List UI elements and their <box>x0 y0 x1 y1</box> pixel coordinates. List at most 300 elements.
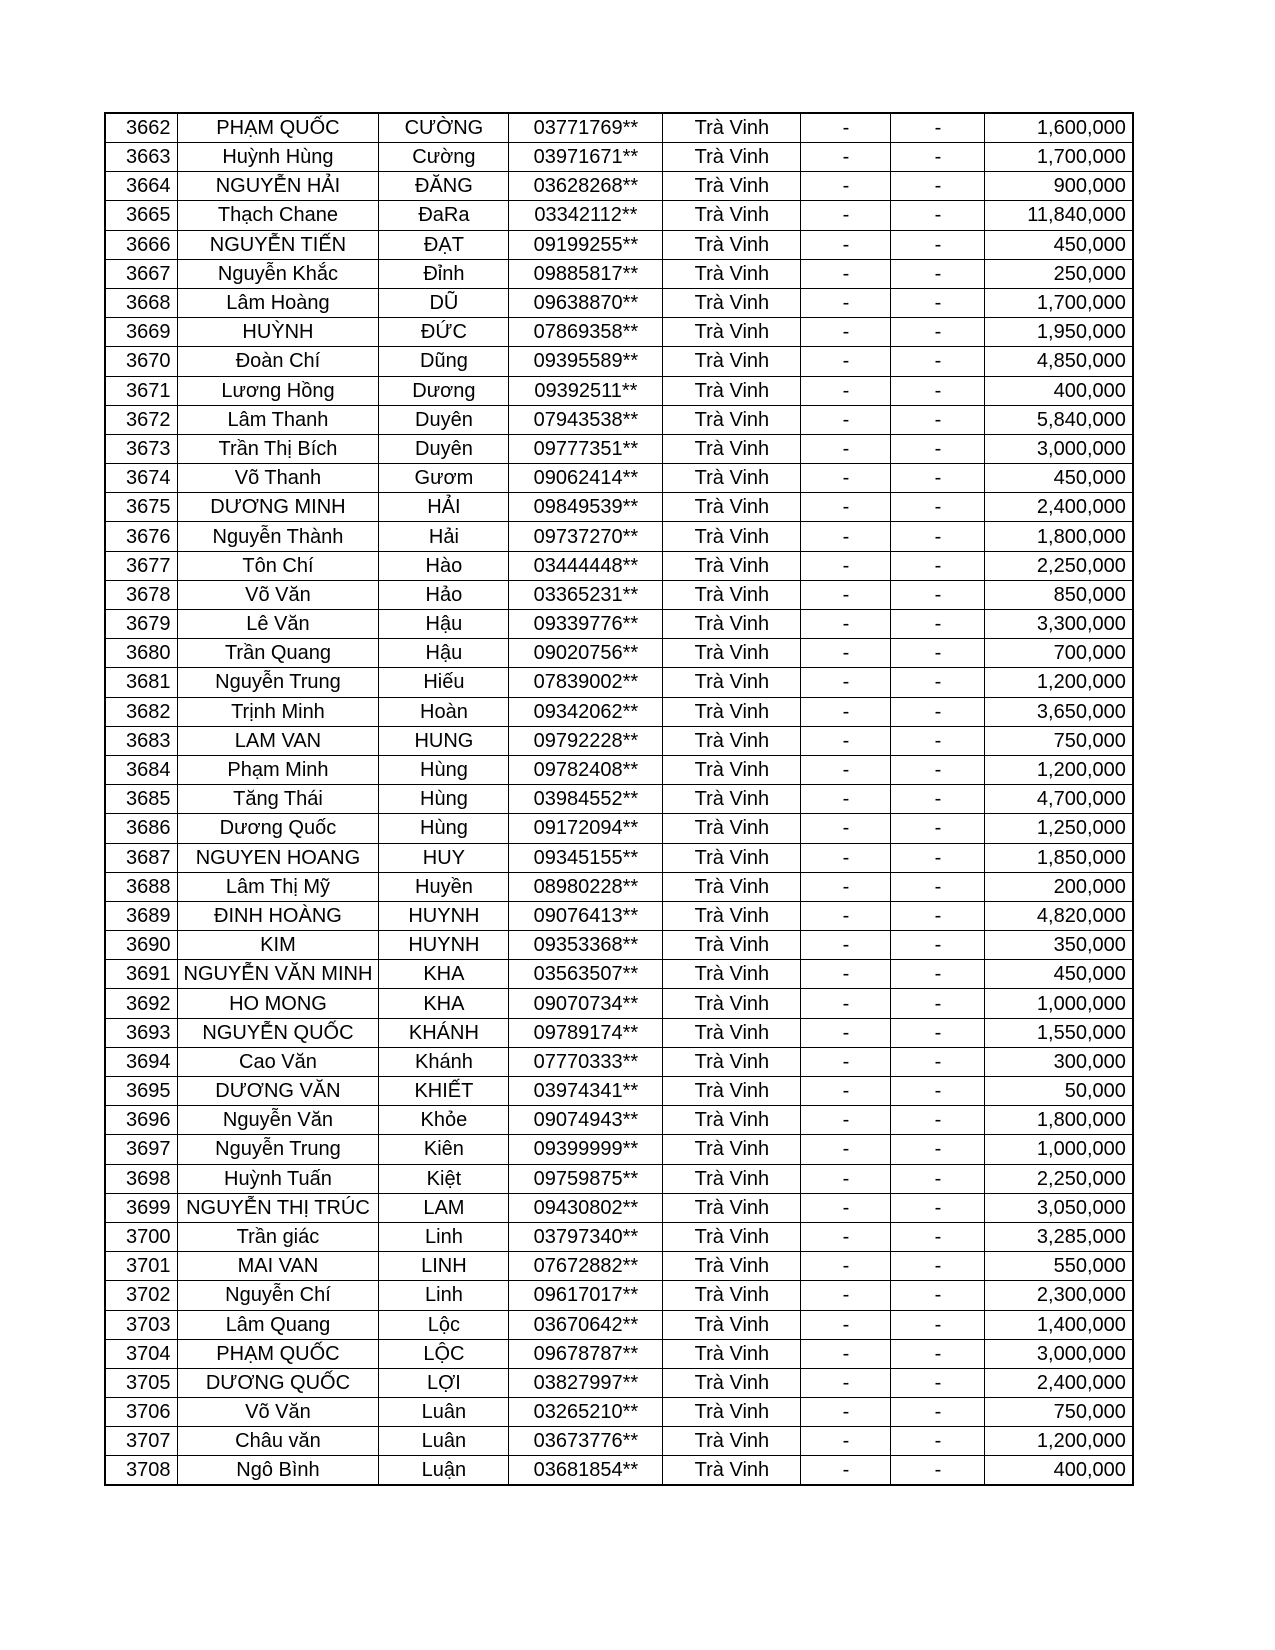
phone-cell: 03563507** <box>509 960 663 989</box>
row-number: 3678 <box>105 580 177 609</box>
surname-cell: Lâm Hoàng <box>177 288 379 317</box>
phone-cell: 09062414** <box>509 464 663 493</box>
empty-cell-a: - <box>801 1077 891 1106</box>
table-row <box>105 1193 1133 1222</box>
province-cell: Trà Vinh <box>663 580 801 609</box>
row-number: 3662 <box>105 113 177 143</box>
empty-cell-b: - <box>891 318 985 347</box>
given-name-cell: ĐaRa <box>379 201 509 230</box>
amount-cell: 1,850,000 <box>985 843 1133 872</box>
phone-cell: 03984552** <box>509 785 663 814</box>
phone-cell: 03444448** <box>509 551 663 580</box>
amount-cell: 2,250,000 <box>985 1164 1133 1193</box>
phone-cell: 03342112** <box>509 201 663 230</box>
table-row <box>105 814 1133 843</box>
given-name-cell: Dương <box>379 376 509 405</box>
given-name-cell: Linh <box>379 1222 509 1251</box>
province-cell: Trà Vinh <box>663 755 801 784</box>
province-cell: Trà Vinh <box>663 347 801 376</box>
row-number: 3665 <box>105 201 177 230</box>
surname-cell: PHẠM QUỐC <box>177 113 379 143</box>
table-row <box>105 230 1133 259</box>
province-cell: Trà Vinh <box>663 230 801 259</box>
table-row <box>105 1310 1133 1339</box>
table-row <box>105 288 1133 317</box>
amount-cell: 450,000 <box>985 464 1133 493</box>
amount-cell: 3,000,000 <box>985 1339 1133 1368</box>
row-number: 3675 <box>105 493 177 522</box>
empty-cell-a: - <box>801 960 891 989</box>
amount-cell: 4,850,000 <box>985 347 1133 376</box>
surname-cell: Nguyễn Trung <box>177 1135 379 1164</box>
province-cell: Trà Vinh <box>663 376 801 405</box>
table-row <box>105 1252 1133 1281</box>
row-number: 3706 <box>105 1398 177 1427</box>
empty-cell-a: - <box>801 288 891 317</box>
empty-cell-a: - <box>801 405 891 434</box>
surname-cell: Lê Văn <box>177 610 379 639</box>
province-cell: Trà Vinh <box>663 1222 801 1251</box>
empty-cell-a: - <box>801 1368 891 1397</box>
surname-cell: Ngô Bình <box>177 1456 379 1486</box>
empty-cell-b: - <box>891 172 985 201</box>
row-number: 3671 <box>105 376 177 405</box>
table-row <box>105 376 1133 405</box>
province-cell: Trà Vinh <box>663 931 801 960</box>
given-name-cell: Hảo <box>379 580 509 609</box>
given-name-cell: LINH <box>379 1252 509 1281</box>
given-name-cell: LỘC <box>379 1339 509 1368</box>
given-name-cell: Đỉnh <box>379 259 509 288</box>
province-cell: Trà Vinh <box>663 901 801 930</box>
table-row <box>105 493 1133 522</box>
province-cell: Trà Vinh <box>663 201 801 230</box>
given-name-cell: HẢI <box>379 493 509 522</box>
empty-cell-a: - <box>801 610 891 639</box>
row-number: 3676 <box>105 522 177 551</box>
amount-cell: 2,400,000 <box>985 1368 1133 1397</box>
phone-cell: 03681854** <box>509 1456 663 1486</box>
empty-cell-b: - <box>891 288 985 317</box>
empty-cell-a: - <box>801 639 891 668</box>
phone-cell: 09399999** <box>509 1135 663 1164</box>
province-cell: Trà Vinh <box>663 259 801 288</box>
phone-cell: 09782408** <box>509 755 663 784</box>
surname-cell: Phạm Minh <box>177 755 379 784</box>
amount-cell: 1,700,000 <box>985 288 1133 317</box>
amount-cell: 2,400,000 <box>985 493 1133 522</box>
surname-cell: DƯƠNG MINH <box>177 493 379 522</box>
table-row <box>105 551 1133 580</box>
empty-cell-b: - <box>891 1398 985 1427</box>
surname-cell: NGUYỄN TIẾN <box>177 230 379 259</box>
empty-cell-b: - <box>891 201 985 230</box>
row-number: 3686 <box>105 814 177 843</box>
amount-cell: 1,400,000 <box>985 1310 1133 1339</box>
amount-cell: 3,050,000 <box>985 1193 1133 1222</box>
given-name-cell: HUYNH <box>379 901 509 930</box>
empty-cell-a: - <box>801 814 891 843</box>
table-row <box>105 1106 1133 1135</box>
empty-cell-b: - <box>891 376 985 405</box>
surname-cell: Tôn Chí <box>177 551 379 580</box>
province-cell: Trà Vinh <box>663 1077 801 1106</box>
phone-cell: 09020756** <box>509 639 663 668</box>
phone-cell: 09678787** <box>509 1339 663 1368</box>
row-number: 3669 <box>105 318 177 347</box>
surname-cell: Nguyễn Khắc <box>177 259 379 288</box>
province-cell: Trà Vinh <box>663 1018 801 1047</box>
phone-cell: 03628268** <box>509 172 663 201</box>
surname-cell: Nguyễn Thành <box>177 522 379 551</box>
table-row <box>105 1135 1133 1164</box>
empty-cell-a: - <box>801 1252 891 1281</box>
row-number: 3680 <box>105 639 177 668</box>
empty-cell-b: - <box>891 814 985 843</box>
phone-cell: 07839002** <box>509 668 663 697</box>
given-name-cell: Khánh <box>379 1047 509 1076</box>
surname-cell: PHẠM QUỐC <box>177 1339 379 1368</box>
given-name-cell: HUYNH <box>379 931 509 960</box>
empty-cell-a: - <box>801 843 891 872</box>
amount-cell: 750,000 <box>985 1398 1133 1427</box>
phone-cell: 08980228** <box>509 872 663 901</box>
surname-cell: NGUYỄN VĂN MINH <box>177 960 379 989</box>
empty-cell-b: - <box>891 1456 985 1486</box>
row-number: 3697 <box>105 1135 177 1164</box>
given-name-cell: ĐỨC <box>379 318 509 347</box>
phone-cell: 07672882** <box>509 1252 663 1281</box>
given-name-cell: Linh <box>379 1281 509 1310</box>
amount-cell: 900,000 <box>985 172 1133 201</box>
amount-cell: 400,000 <box>985 1456 1133 1486</box>
amount-cell: 450,000 <box>985 960 1133 989</box>
row-number: 3708 <box>105 1456 177 1486</box>
given-name-cell: KHIẾT <box>379 1077 509 1106</box>
given-name-cell: Huyền <box>379 872 509 901</box>
empty-cell-a: - <box>801 1164 891 1193</box>
given-name-cell: KHÁNH <box>379 1018 509 1047</box>
row-number: 3687 <box>105 843 177 872</box>
empty-cell-b: - <box>891 726 985 755</box>
empty-cell-a: - <box>801 347 891 376</box>
phone-cell: 07770333** <box>509 1047 663 1076</box>
given-name-cell: HUNG <box>379 726 509 755</box>
surname-cell: NGUYEN HOANG <box>177 843 379 872</box>
row-number: 3670 <box>105 347 177 376</box>
empty-cell-a: - <box>801 1222 891 1251</box>
given-name-cell: Duyên <box>379 434 509 463</box>
phone-cell: 09339776** <box>509 610 663 639</box>
amount-cell: 850,000 <box>985 580 1133 609</box>
empty-cell-a: - <box>801 522 891 551</box>
province-cell: Trà Vinh <box>663 288 801 317</box>
province-cell: Trà Vinh <box>663 1310 801 1339</box>
phone-cell: 03971671** <box>509 143 663 172</box>
surname-cell: Lâm Thanh <box>177 405 379 434</box>
amount-cell: 1,000,000 <box>985 1135 1133 1164</box>
phone-cell: 03265210** <box>509 1398 663 1427</box>
given-name-cell: Khỏe <box>379 1106 509 1135</box>
row-number: 3685 <box>105 785 177 814</box>
phone-cell: 09199255** <box>509 230 663 259</box>
amount-cell: 1,200,000 <box>985 668 1133 697</box>
province-cell: Trà Vinh <box>663 785 801 814</box>
empty-cell-b: - <box>891 610 985 639</box>
amount-cell: 4,700,000 <box>985 785 1133 814</box>
empty-cell-b: - <box>891 1222 985 1251</box>
surname-cell: Trần Quang <box>177 639 379 668</box>
province-cell: Trà Vinh <box>663 610 801 639</box>
phone-cell: 09638870** <box>509 288 663 317</box>
phone-cell: 09345155** <box>509 843 663 872</box>
row-number: 3674 <box>105 464 177 493</box>
phone-cell: 09789174** <box>509 1018 663 1047</box>
amount-cell: 1,800,000 <box>985 522 1133 551</box>
table-row <box>105 1222 1133 1251</box>
province-cell: Trà Vinh <box>663 1135 801 1164</box>
amount-cell: 300,000 <box>985 1047 1133 1076</box>
surname-cell: NGUYỄN HẢI <box>177 172 379 201</box>
phone-cell: 09342062** <box>509 697 663 726</box>
row-number: 3702 <box>105 1281 177 1310</box>
empty-cell-b: - <box>891 843 985 872</box>
province-cell: Trà Vinh <box>663 522 801 551</box>
province-cell: Trà Vinh <box>663 434 801 463</box>
empty-cell-b: - <box>891 668 985 697</box>
given-name-cell: Gươm <box>379 464 509 493</box>
row-number: 3666 <box>105 230 177 259</box>
province-cell: Trà Vinh <box>663 1339 801 1368</box>
province-cell: Trà Vinh <box>663 551 801 580</box>
given-name-cell: Kiệt <box>379 1164 509 1193</box>
empty-cell-b: - <box>891 1164 985 1193</box>
given-name-cell: ĐĂNG <box>379 172 509 201</box>
amount-cell: 700,000 <box>985 639 1133 668</box>
given-name-cell: Luân <box>379 1398 509 1427</box>
phone-cell: 03673776** <box>509 1427 663 1456</box>
amount-cell: 1,550,000 <box>985 1018 1133 1047</box>
empty-cell-b: - <box>891 1135 985 1164</box>
empty-cell-b: - <box>891 755 985 784</box>
amount-cell: 4,820,000 <box>985 901 1133 930</box>
surname-cell: Nguyễn Văn <box>177 1106 379 1135</box>
empty-cell-b: - <box>891 405 985 434</box>
table-row <box>105 434 1133 463</box>
province-cell: Trà Vinh <box>663 639 801 668</box>
amount-cell: 1,250,000 <box>985 814 1133 843</box>
given-name-cell: Hải <box>379 522 509 551</box>
empty-cell-a: - <box>801 464 891 493</box>
phone-cell: 03670642** <box>509 1310 663 1339</box>
amount-cell: 1,950,000 <box>985 318 1133 347</box>
province-cell: Trà Vinh <box>663 726 801 755</box>
province-cell: Trà Vinh <box>663 1368 801 1397</box>
empty-cell-a: - <box>801 697 891 726</box>
amount-cell: 550,000 <box>985 1252 1133 1281</box>
table-row <box>105 785 1133 814</box>
table-row <box>105 668 1133 697</box>
province-cell: Trà Vinh <box>663 464 801 493</box>
row-number: 3677 <box>105 551 177 580</box>
table-row <box>105 1339 1133 1368</box>
province-cell: Trà Vinh <box>663 1456 801 1486</box>
empty-cell-a: - <box>801 201 891 230</box>
phone-cell: 03797340** <box>509 1222 663 1251</box>
amount-cell: 1,700,000 <box>985 143 1133 172</box>
surname-cell: Nguyễn Trung <box>177 668 379 697</box>
empty-cell-b: - <box>891 347 985 376</box>
empty-cell-b: - <box>891 230 985 259</box>
table-row <box>105 931 1133 960</box>
empty-cell-b: - <box>891 434 985 463</box>
amount-cell: 1,600,000 <box>985 113 1133 143</box>
empty-cell-b: - <box>891 580 985 609</box>
province-cell: Trà Vinh <box>663 1047 801 1076</box>
table-row <box>105 726 1133 755</box>
empty-cell-a: - <box>801 551 891 580</box>
table-row <box>105 1398 1133 1427</box>
phone-cell: 09070734** <box>509 989 663 1018</box>
empty-cell-b: - <box>891 960 985 989</box>
surname-cell: Lâm Thị Mỹ <box>177 872 379 901</box>
empty-cell-a: - <box>801 1310 891 1339</box>
surname-cell: Trần Thị Bích <box>177 434 379 463</box>
row-number: 3667 <box>105 259 177 288</box>
surname-cell: HUỲNH <box>177 318 379 347</box>
empty-cell-b: - <box>891 1368 985 1397</box>
row-number: 3704 <box>105 1339 177 1368</box>
amount-cell: 1,000,000 <box>985 989 1133 1018</box>
province-cell: Trà Vinh <box>663 960 801 989</box>
row-number: 3683 <box>105 726 177 755</box>
amount-cell: 400,000 <box>985 376 1133 405</box>
table-row <box>105 610 1133 639</box>
row-number: 3681 <box>105 668 177 697</box>
amount-cell: 5,840,000 <box>985 405 1133 434</box>
amount-cell: 350,000 <box>985 931 1133 960</box>
surname-cell: Võ Văn <box>177 580 379 609</box>
empty-cell-a: - <box>801 1339 891 1368</box>
empty-cell-a: - <box>801 1018 891 1047</box>
surname-cell: LAM VAN <box>177 726 379 755</box>
given-name-cell: Hào <box>379 551 509 580</box>
province-cell: Trà Vinh <box>663 843 801 872</box>
given-name-cell: Hùng <box>379 755 509 784</box>
phone-cell: 09395589** <box>509 347 663 376</box>
phone-cell: 09777351** <box>509 434 663 463</box>
row-number: 3673 <box>105 434 177 463</box>
empty-cell-b: - <box>891 1427 985 1456</box>
amount-cell: 2,300,000 <box>985 1281 1133 1310</box>
empty-cell-b: - <box>891 493 985 522</box>
given-name-cell: LAM <box>379 1193 509 1222</box>
phone-cell: 09172094** <box>509 814 663 843</box>
phone-cell: 09076413** <box>509 901 663 930</box>
phone-cell: 07943538** <box>509 405 663 434</box>
province-cell: Trà Vinh <box>663 697 801 726</box>
empty-cell-a: - <box>801 259 891 288</box>
empty-cell-b: - <box>891 901 985 930</box>
given-name-cell: KHA <box>379 960 509 989</box>
row-number: 3703 <box>105 1310 177 1339</box>
empty-cell-a: - <box>801 726 891 755</box>
surname-cell: NGUYỄN QUỐC <box>177 1018 379 1047</box>
surname-cell: Lương Hồng <box>177 376 379 405</box>
surname-cell: Võ Thanh <box>177 464 379 493</box>
empty-cell-b: - <box>891 1339 985 1368</box>
table-row <box>105 872 1133 901</box>
province-cell: Trà Vinh <box>663 1281 801 1310</box>
empty-cell-b: - <box>891 259 985 288</box>
empty-cell-b: - <box>891 931 985 960</box>
empty-cell-a: - <box>801 872 891 901</box>
amount-cell: 3,300,000 <box>985 610 1133 639</box>
donation-table <box>104 112 1134 1486</box>
empty-cell-b: - <box>891 551 985 580</box>
given-name-cell: Dũng <box>379 347 509 376</box>
surname-cell: DƯƠNG QUỐC <box>177 1368 379 1397</box>
province-cell: Trà Vinh <box>663 814 801 843</box>
table-row <box>105 1456 1133 1486</box>
empty-cell-a: - <box>801 318 891 347</box>
given-name-cell: Hoàn <box>379 697 509 726</box>
surname-cell: Dương Quốc <box>177 814 379 843</box>
given-name-cell: LỢI <box>379 1368 509 1397</box>
surname-cell: Lâm Quang <box>177 1310 379 1339</box>
empty-cell-b: - <box>891 1281 985 1310</box>
empty-cell-a: - <box>801 493 891 522</box>
table-row <box>105 755 1133 784</box>
province-cell: Trà Vinh <box>663 1398 801 1427</box>
empty-cell-b: - <box>891 1018 985 1047</box>
phone-cell: 09430802** <box>509 1193 663 1222</box>
phone-cell: 03827997** <box>509 1368 663 1397</box>
surname-cell: Thạch Chane <box>177 201 379 230</box>
phone-cell: 03365231** <box>509 580 663 609</box>
row-number: 3695 <box>105 1077 177 1106</box>
surname-cell: Trịnh Minh <box>177 697 379 726</box>
phone-cell: 09617017** <box>509 1281 663 1310</box>
amount-cell: 1,800,000 <box>985 1106 1133 1135</box>
province-cell: Trà Vinh <box>663 1252 801 1281</box>
given-name-cell: ĐẠT <box>379 230 509 259</box>
row-number: 3707 <box>105 1427 177 1456</box>
given-name-cell: CƯỜNG <box>379 113 509 143</box>
phone-cell: 09353368** <box>509 931 663 960</box>
province-cell: Trà Vinh <box>663 318 801 347</box>
empty-cell-a: - <box>801 230 891 259</box>
empty-cell-a: - <box>801 1047 891 1076</box>
empty-cell-a: - <box>801 755 891 784</box>
table-row <box>105 1077 1133 1106</box>
province-cell: Trà Vinh <box>663 1106 801 1135</box>
given-name-cell: Luận <box>379 1456 509 1486</box>
empty-cell-a: - <box>801 989 891 1018</box>
province-cell: Trà Vinh <box>663 113 801 143</box>
table-row <box>105 901 1133 930</box>
row-number: 3700 <box>105 1222 177 1251</box>
table-row <box>105 639 1133 668</box>
phone-cell: 09885817** <box>509 259 663 288</box>
row-number: 3682 <box>105 697 177 726</box>
row-number: 3699 <box>105 1193 177 1222</box>
row-number: 3698 <box>105 1164 177 1193</box>
row-number: 3684 <box>105 755 177 784</box>
surname-cell: Đoàn Chí <box>177 347 379 376</box>
empty-cell-a: - <box>801 1193 891 1222</box>
given-name-cell: HUY <box>379 843 509 872</box>
